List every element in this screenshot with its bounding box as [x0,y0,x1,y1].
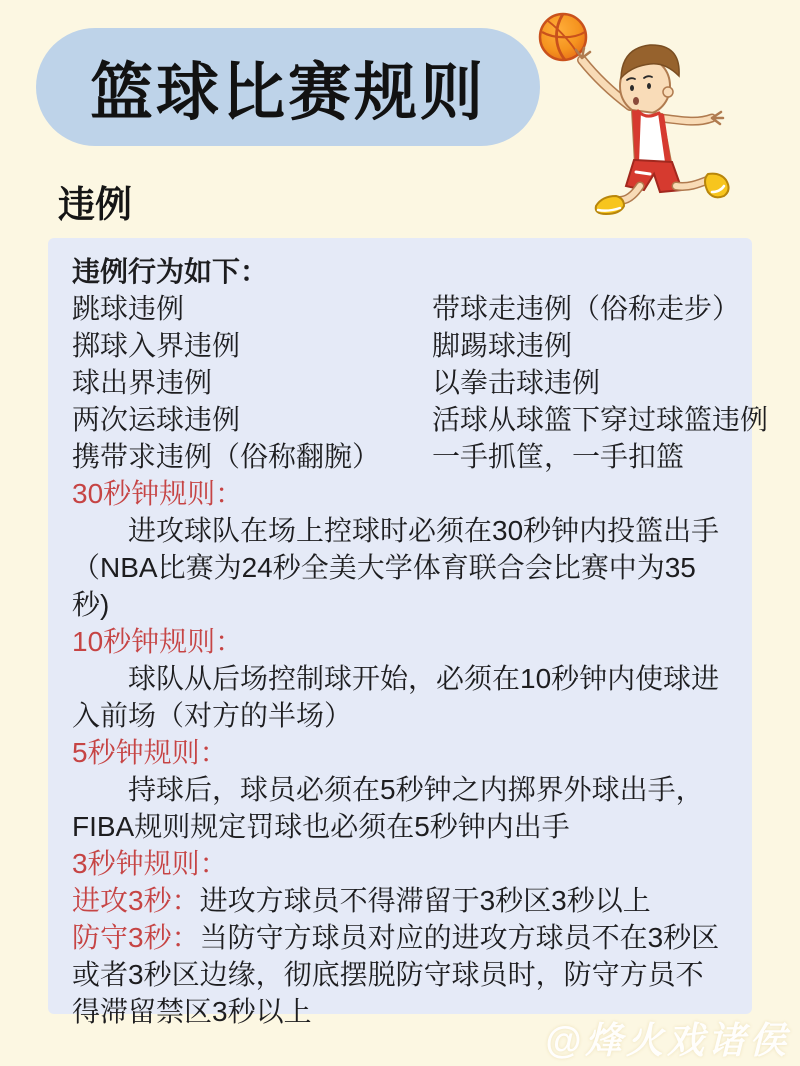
rule-10s [72,623,728,734]
violation-item: 活球从球篮下穿过球篮违例 [432,404,769,435]
rule-5s [72,734,728,845]
section-label-violations: 违例 [58,184,132,225]
rule-10s-body: 球队从后场控制球开始，必须在10秒钟内使球进入前场（对方的半场） [72,663,720,731]
rule-30s-heading: 30秒钟规则： [72,478,244,509]
player-illustration [532,0,800,222]
rule-3s-heading: 3秒钟规则： [72,848,228,879]
violation-item: 脚踢球违例 [432,330,573,361]
violations-heading: 违例行为如下： [72,256,269,287]
rule-30s-body: 进攻球队在场上控球时必须在30秒钟内投篮出手（NBA比赛为24秒全美大学体育联合会比赛中为35秒) [72,515,720,620]
rule-3s-defense-text: 当防守方球员对应的进攻方球员不在3秒区或者3秒区边缘，彻底摆脱防守球员时，防守方员不得滞留禁区3秒以上 [72,922,720,1027]
rule-30s [72,475,728,623]
violation-item: 携带求违例（俗称翻腕） [72,441,381,472]
rule-3s [72,845,728,1030]
violation-item: 掷球入界违例 [72,330,241,361]
cartoon-player [576,45,729,214]
rule-3s-offense-label: 进攻3秒： [72,885,200,916]
violations-list [72,290,769,475]
violation-item: 一手抓筐，一手扣篮 [432,441,685,472]
violation-item: 以拳击球违例 [432,367,601,398]
rule-5s-body: 持球后，球员必须在5秒钟之内掷界外球出手，FIBA规则规定罚球也必须在5秒钟内出手 [72,774,704,842]
rule-3s-offense-text: 进攻方球员不得滞留于3秒区3秒以上 [199,885,651,916]
rule-10s-heading: 10秒钟规则： [72,626,244,657]
title-banner [36,28,540,146]
rule-3s-offense [72,882,728,919]
rule-3s-defense-label: 防守3秒： [72,922,200,953]
watermark: @烽火戏诸侯 [544,1020,790,1061]
violation-item: 两次运球违例 [72,404,241,435]
violation-item: 跳球违例 [72,293,185,324]
rules-panel [48,238,769,1027]
violation-item: 带球走违例（俗称走步） [432,293,741,324]
violation-item: 球出界违例 [72,367,213,398]
page-title: 篮球比赛规则 [90,57,486,128]
rule-5s-heading: 5秒钟规则： [72,737,228,768]
